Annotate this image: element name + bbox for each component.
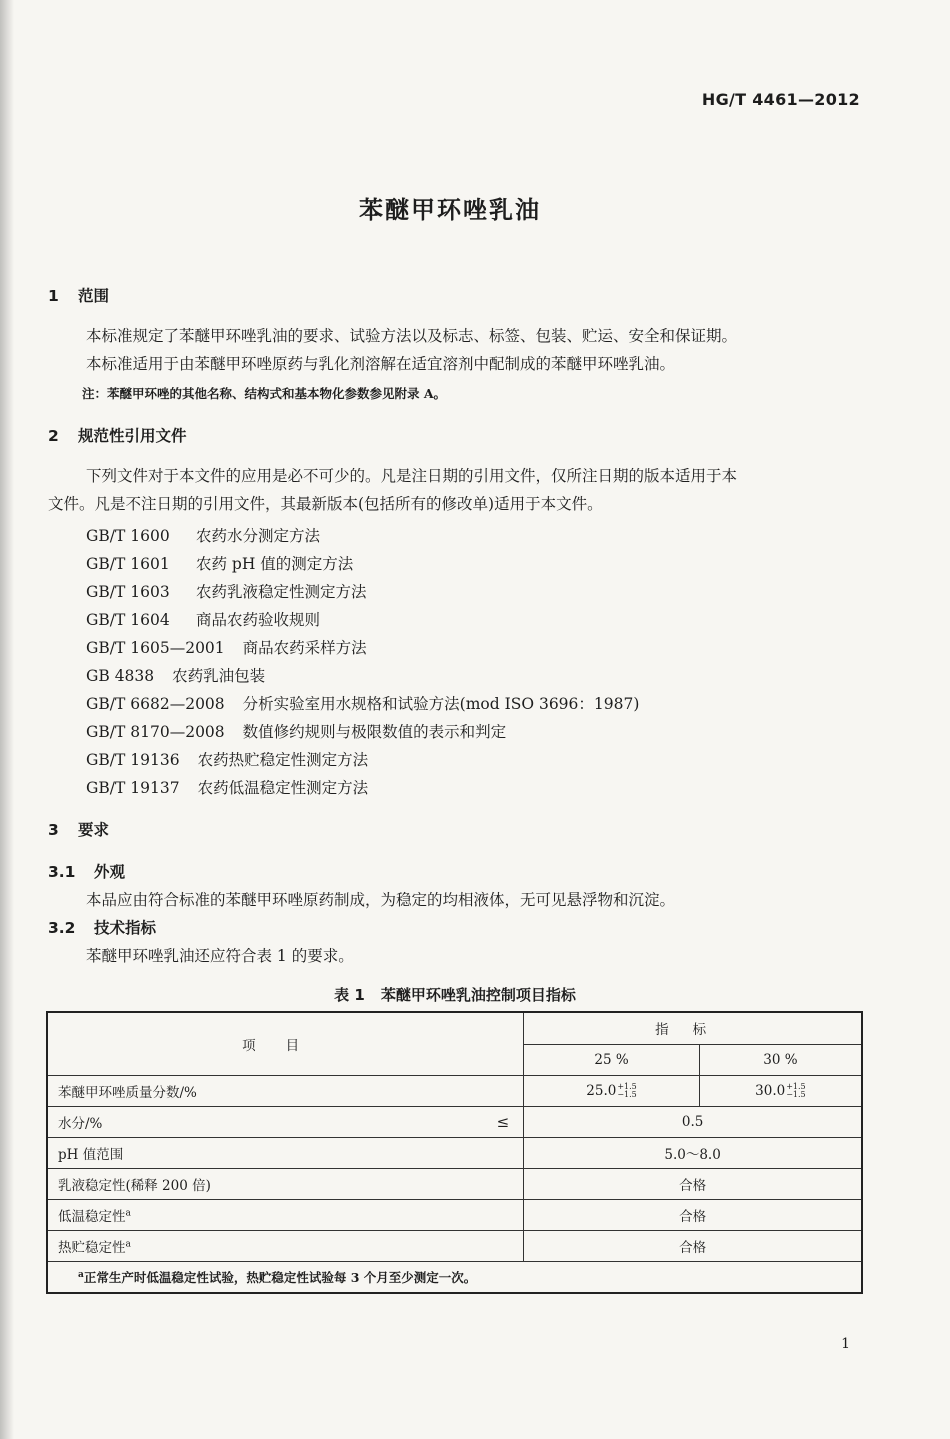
header-25-percent: 25 % (524, 1044, 700, 1076)
row-value: 合格 (524, 1169, 862, 1200)
footnote-mark: a (78, 1269, 84, 1280)
tolerance-minus: −1.5 (786, 1090, 806, 1100)
row-value: 5.0～8.0 (524, 1138, 862, 1169)
section-2-number: 2 (48, 427, 59, 445)
less-equal-symbol: ≤ (496, 1113, 510, 1131)
header-indicator: 指标 (524, 1012, 862, 1044)
header-item: 项目 (47, 1012, 524, 1076)
reference-code: GB 4838 (86, 667, 155, 685)
section-3-2-title: 技术指标 (94, 919, 157, 937)
tolerance-plus: +1.5 (786, 1082, 806, 1092)
row-item-label: 水分/% (58, 1116, 103, 1132)
tolerance-plus: +1.5 (617, 1082, 637, 1092)
row-item (47, 1107, 524, 1138)
section-2-title: 规范性引用文件 (78, 427, 187, 445)
section-1-heading (48, 284, 109, 306)
reference-title: 农药乳液稳定性测定方法 (196, 583, 367, 601)
section-3-1-title: 外观 (94, 863, 126, 881)
reference-code: GB/T 1604 (86, 611, 170, 629)
table-row (47, 1231, 862, 1262)
table-header-row (47, 1012, 862, 1044)
row-value: 合格 (524, 1200, 862, 1231)
table-caption (0, 984, 910, 1005)
table-caption-title: 苯醚甲环唑乳油控制项目指标 (380, 986, 576, 1004)
reference-code: GB/T 6682—2008 (86, 695, 225, 713)
reference-item (86, 664, 265, 686)
footnote-mark: a (125, 1239, 131, 1250)
row-item: 乳液稳定性(稀释 200 倍) (47, 1169, 524, 1200)
section-3-1-heading (48, 860, 125, 882)
row-item-label: 低温稳定性 (58, 1209, 126, 1225)
reference-item (86, 580, 367, 602)
table-caption-label: 表 1 (334, 986, 365, 1004)
section-3-2-number: 3.2 (48, 919, 76, 937)
reference-title: 农药 pH 值的测定方法 (196, 555, 354, 573)
table-row (47, 1200, 862, 1231)
reference-code: GB/T 19136 (86, 751, 180, 769)
reference-code: GB/T 8170—2008 (86, 723, 225, 741)
tolerance-minus: −1.5 (617, 1090, 637, 1100)
reference-title: 分析实验室用水规格和试验方法(mod ISO 3696：1987) (242, 695, 640, 713)
section-3-1-text: 本品应由符合标准的苯醚甲环唑原药制成，为稳定的均相液体，无可见悬浮物和沉淀。 (86, 891, 676, 909)
table-footnote-row (47, 1262, 862, 1294)
header-30-percent: 30 % (699, 1044, 862, 1076)
page-number: 1 (841, 1336, 850, 1352)
tolerance (786, 1083, 805, 1099)
footnote-text: 正常生产时低温稳定性试验，热贮稳定性试验每 3 个月至少测定一次。 (83, 1270, 477, 1285)
section-2-paragraph-line-2: 文件。凡是不注日期的引用文件，其最新版本(包括所有的修改单)适用于本文件。 (48, 495, 603, 513)
reference-code: GB/T 1601 (86, 555, 170, 573)
section-3-1-number: 3.1 (48, 863, 76, 881)
row-item (47, 1200, 524, 1231)
reference-code: GB/T 1603 (86, 583, 170, 601)
row-item: pH 值范围 (47, 1138, 524, 1169)
row-item (47, 1231, 524, 1262)
row-value: 合格 (524, 1231, 862, 1262)
reference-item (86, 608, 320, 630)
reference-title: 商品农药采样方法 (242, 639, 367, 657)
row-item: 苯醚甲环唑质量分数/% (47, 1076, 524, 1107)
reference-code: GB/T 1605—2001 (86, 639, 225, 657)
spec-table (46, 1011, 863, 1294)
section-3-number: 3 (48, 821, 59, 839)
reference-item (86, 720, 506, 742)
reference-item (86, 776, 368, 798)
section-1-note: 注：苯醚甲环唑的其他名称、结构式和基本物化参数参见附录 A。 (82, 386, 447, 401)
document-title: 苯醚甲环唑乳油 (359, 196, 541, 224)
row-item-label: 热贮稳定性 (58, 1240, 126, 1256)
reference-item (86, 636, 367, 658)
reference-item (86, 524, 320, 546)
footnote-mark: a (125, 1208, 131, 1219)
table-row (47, 1107, 862, 1138)
reference-item (86, 748, 368, 770)
section-3-2-heading (48, 916, 156, 938)
section-3-title: 要求 (78, 821, 110, 839)
table-row (47, 1076, 862, 1107)
reference-code: GB/T 1600 (86, 527, 170, 545)
section-3-heading (48, 818, 109, 840)
value-25: 25.0 (586, 1082, 617, 1099)
reference-title: 农药低温稳定性测定方法 (197, 779, 369, 797)
section-2-paragraph-line-1: 下列文件对于本文件的应用是必不可少的。凡是注日期的引用文件，仅所注日期的版本适用于本 (86, 467, 738, 485)
standard-number: HG/T 4461—2012 (701, 90, 860, 109)
reference-title: 农药乳油包装 (172, 667, 266, 685)
table-row (47, 1138, 862, 1169)
row-value-30 (699, 1076, 862, 1107)
table-footnote (47, 1262, 862, 1294)
reference-title: 农药热贮稳定性测定方法 (197, 751, 369, 769)
section-1-paragraph-1: 本标准规定了苯醚甲环唑乳油的要求、试验方法以及标志、标签、包装、贮运、安全和保证期。 (86, 327, 738, 345)
reference-item (86, 552, 353, 574)
reference-title: 数值修约规则与极限数值的表示和判定 (242, 723, 507, 741)
reference-item (86, 692, 639, 714)
section-1-number: 1 (48, 287, 59, 305)
section-1-title: 范围 (78, 287, 110, 305)
section-2-heading (48, 424, 187, 446)
row-value: 0.5 (524, 1107, 862, 1138)
section-3-2-text: 苯醚甲环唑乳油还应符合表 1 的要求。 (86, 947, 354, 965)
reference-code: GB/T 19137 (86, 779, 180, 797)
value-30: 30.0 (755, 1082, 786, 1099)
tolerance (617, 1083, 636, 1099)
section-1-paragraph-2: 本标准适用于由苯醚甲环唑原药与乳化剂溶解在适宜溶剂中配制成的苯醚甲环唑乳油。 (86, 355, 676, 373)
reference-title: 商品农药验收规则 (196, 611, 321, 629)
table-row (47, 1169, 862, 1200)
reference-title: 农药水分测定方法 (196, 527, 321, 545)
row-value-25 (524, 1076, 700, 1107)
